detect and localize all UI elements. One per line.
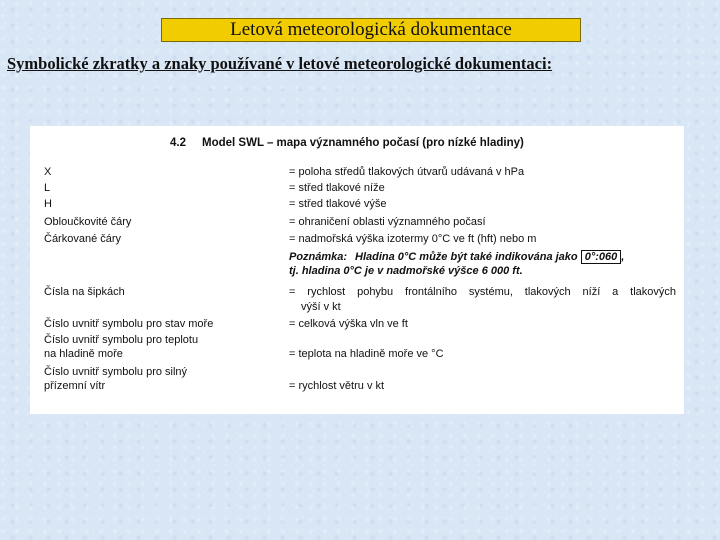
definition-sea-temp: = teplota na hladině moře ve °C — [289, 348, 444, 360]
section-number: 4.2 — [170, 137, 186, 149]
definition-arrow-numbers-line-1: = rychlost pohybu frontálního systému, tlakových níží a tlakových — [289, 286, 676, 298]
definition-arrow-numbers-line-2: výší v kt — [301, 301, 341, 313]
document-excerpt — [30, 126, 684, 414]
term-sea-state: Číslo uvnitř symbolu pro stav moře — [44, 318, 214, 330]
term-dashed-lines: Čárkované čáry — [44, 233, 122, 245]
definition-arc-lines: = ohraničení oblasti významného počasí — [289, 216, 486, 228]
note-line-1 — [289, 250, 624, 264]
note-comma: , — [621, 251, 625, 263]
term-h: H — [44, 198, 52, 210]
term-sea-temp-line-1: Číslo uvnitř symbolu pro teplotu — [44, 334, 199, 346]
term-x: X — [44, 166, 52, 178]
note-label: Poznámka: — [289, 251, 348, 263]
definition-dashed-lines: = nadmořská výška izotermy 0°C ve ft (hft) nebo m — [289, 233, 537, 245]
definition-sea-state: = celková výška vln ve ft — [289, 318, 408, 330]
definition-x: = poloha středů tlakových útvarů udávaná v hPa — [289, 166, 525, 178]
note-line-2: tj. hladina 0°C je v nadmořské výšce 6 000 ft. — [289, 265, 523, 277]
definition-l: = střed tlakové níže — [289, 182, 385, 194]
slide-subtitle: Symbolické zkratky a znaky používané v letové meteorologické dokumentaci: — [7, 54, 553, 73]
note-text: Hladina 0°C může být také indikována jako — [355, 251, 578, 263]
term-strong-wind-line-1: Číslo uvnitř symbolu pro silný — [44, 366, 188, 378]
term-l: L — [44, 182, 51, 194]
boxed-code: 0°:060 — [581, 250, 622, 264]
section-heading — [170, 137, 524, 149]
slide-title: Letová meteorologická dokumentace — [161, 18, 581, 42]
term-arrow-numbers: Čísla na šipkách — [44, 286, 125, 298]
term-sea-temp-line-2: na hladině moře — [44, 348, 123, 360]
term-strong-wind-line-2: přízemní vítr — [44, 380, 106, 392]
section-title: Model SWL – mapa významného počasí (pro nízké hladiny) — [202, 137, 524, 149]
term-arc-lines: Obloučkovité čáry — [44, 216, 132, 228]
definition-h: = střed tlakové výše — [289, 198, 387, 210]
definition-strong-wind: = rychlost větru v kt — [289, 380, 385, 392]
